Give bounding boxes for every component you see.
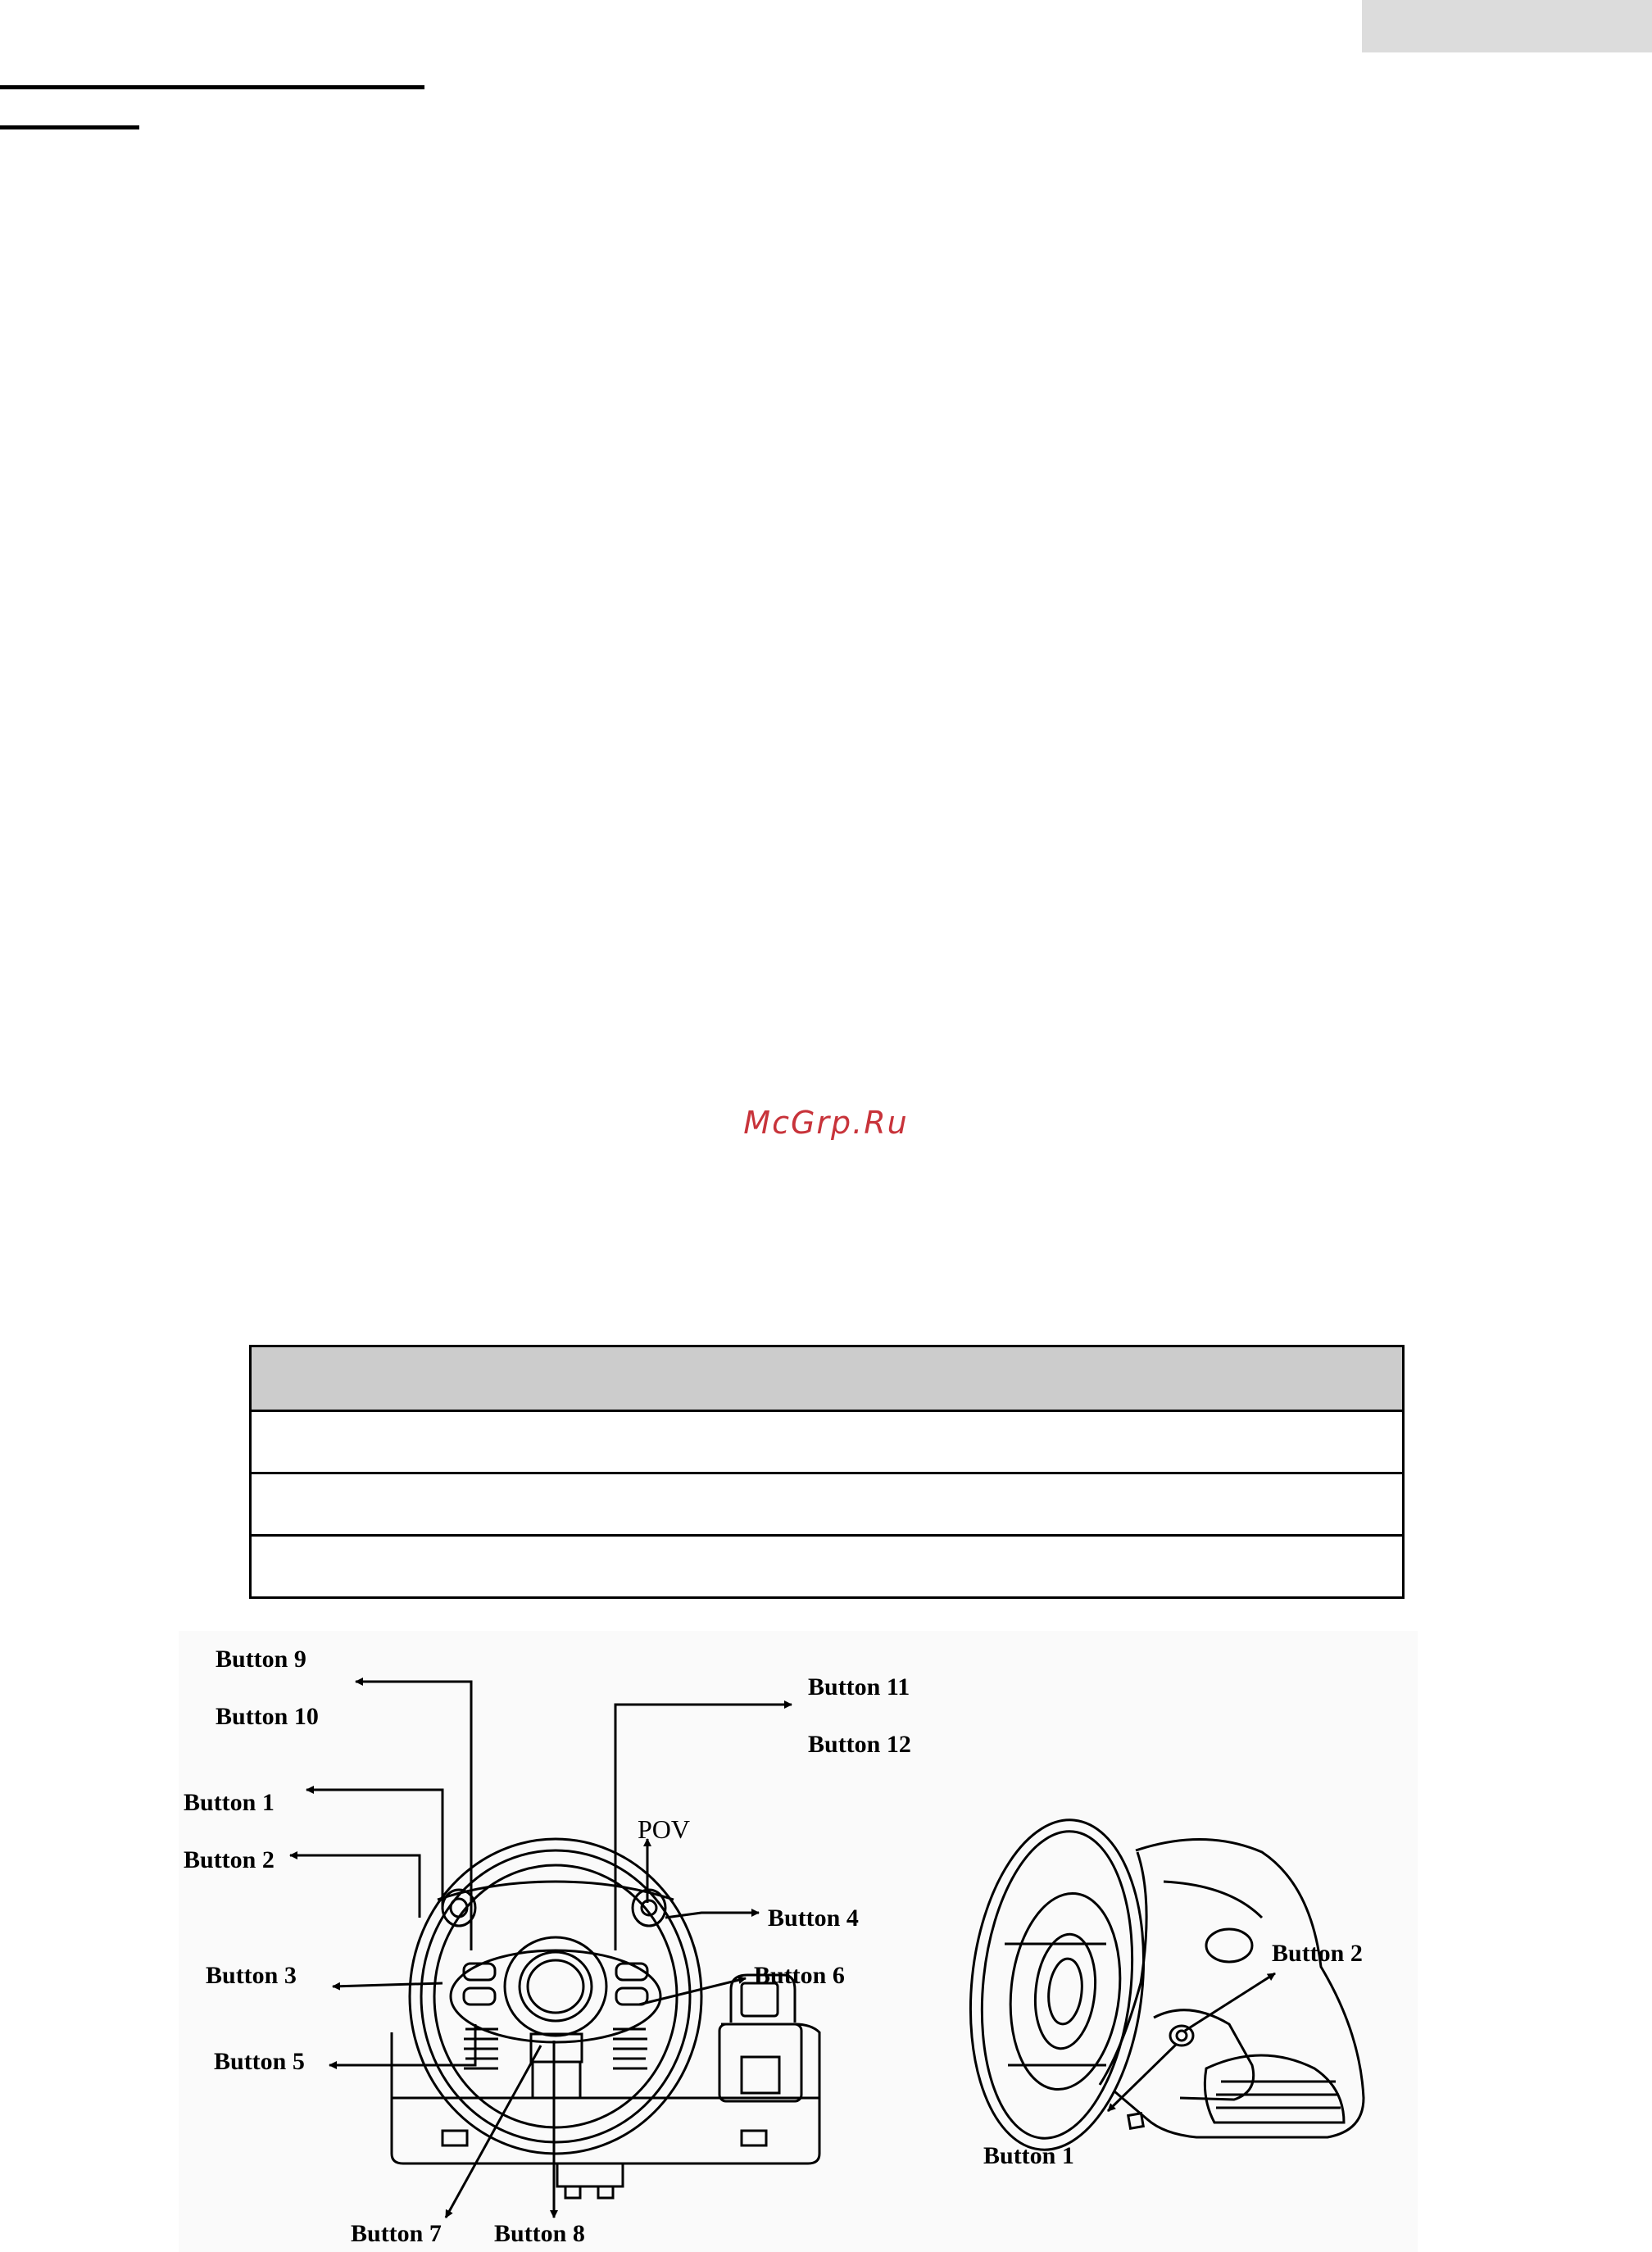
label-button-5: Button 5 xyxy=(214,2048,305,2075)
label-button-1: Button 1 xyxy=(184,1789,275,1816)
watermark: McGrp.Ru xyxy=(743,1105,909,1141)
label-button-8: Button 8 xyxy=(494,2220,585,2247)
steering-wheel-front xyxy=(410,1839,701,2154)
steering-wheel-side xyxy=(955,1811,1364,2159)
leader-button-2 xyxy=(290,1855,420,1918)
leader-side-button-2 xyxy=(1185,1973,1275,2031)
leader-button-3 xyxy=(333,1983,442,1986)
label-button-11: Button 11 xyxy=(808,1673,910,1700)
label-button-2: Button 2 xyxy=(184,1846,275,1873)
label-side-button-2: Button 2 xyxy=(1272,1940,1363,1967)
label-button-9: Button 9 xyxy=(216,1646,306,1673)
leader-button-5 xyxy=(329,2024,475,2065)
label-side-button-1: Button 1 xyxy=(983,2142,1074,2169)
label-button-10: Button 10 xyxy=(216,1703,319,1730)
label-button-6: Button 6 xyxy=(754,1962,845,1989)
label-button-3: Button 3 xyxy=(206,1962,297,1989)
label-button-7: Button 7 xyxy=(351,2220,442,2247)
label-button-4: Button 4 xyxy=(768,1905,859,1932)
label-pov: POV xyxy=(638,1814,691,1844)
leader-button-1 xyxy=(306,1790,442,1909)
gear-shifter xyxy=(719,1975,801,2101)
leader-button-9-10 xyxy=(356,1682,471,1950)
label-button-12: Button 12 xyxy=(808,1731,911,1758)
